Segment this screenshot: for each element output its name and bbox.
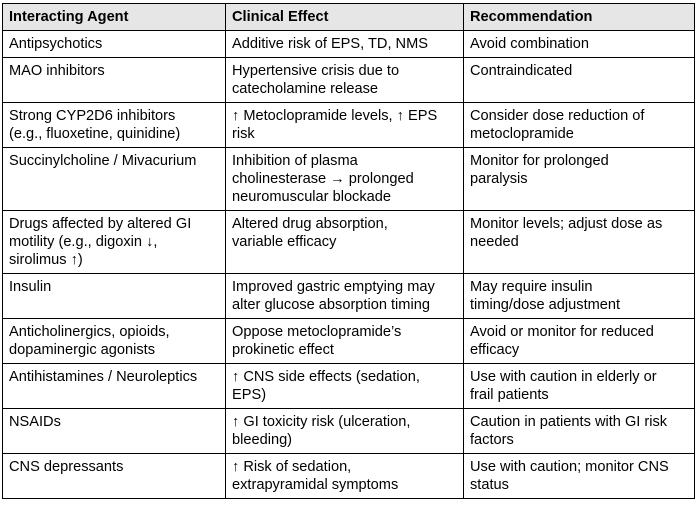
effect-cell: Hypertensive crisis due to catecholamine release xyxy=(226,58,464,103)
agent-cell: Drugs affected by altered GI motility (e.g., digoxin ↓, sirolimus ↑) xyxy=(3,211,226,274)
agent-cell: MAO inhibitors xyxy=(3,58,226,103)
effect-cell: Altered drug absorption, variable efficacy xyxy=(226,211,464,274)
agent-cell: Antihistamines / Neuroleptics xyxy=(3,364,226,409)
agent-cell: Succinylcholine / Mivacurium xyxy=(3,148,226,211)
column-header-interacting-agent: Interacting Agent xyxy=(3,4,226,31)
column-header-clinical-effect: Clinical Effect xyxy=(226,4,464,31)
recommendation-cell: Contraindicated xyxy=(464,58,695,103)
recommendation-cell: Consider dose reduction of metoclopramide xyxy=(464,103,695,148)
effect-cell: Inhibition of plasma cholinesterase → prolonged neuromuscular blockade xyxy=(226,148,464,211)
recommendation-cell: May require insulin timing/dose adjustment xyxy=(464,274,695,319)
table-header-row xyxy=(3,4,695,31)
effect-cell: ↑ CNS side effects (sedation, EPS) xyxy=(226,364,464,409)
recommendation-cell: Avoid combination xyxy=(464,31,695,58)
recommendation-cell: Use with caution in elderly or frail patients xyxy=(464,364,695,409)
table-row xyxy=(3,148,695,211)
table-row xyxy=(3,31,695,58)
table-row xyxy=(3,274,695,319)
recommendation-cell: Monitor levels; adjust dose as needed xyxy=(464,211,695,274)
effect-cell: ↑ Metoclopramide levels, ↑ EPS risk xyxy=(226,103,464,148)
agent-cell: Anticholinergics, opioids, dopaminergic agonists xyxy=(3,319,226,364)
effect-cell: Improved gastric emptying may alter glucose absorption timing xyxy=(226,274,464,319)
effect-cell: Additive risk of EPS, TD, NMS xyxy=(226,31,464,58)
table-row xyxy=(3,103,695,148)
table-row xyxy=(3,319,695,364)
recommendation-cell: Avoid or monitor for reduced efficacy xyxy=(464,319,695,364)
table-row xyxy=(3,364,695,409)
table-row xyxy=(3,409,695,454)
effect-cell: ↑ GI toxicity risk (ulceration, bleeding) xyxy=(226,409,464,454)
table-row xyxy=(3,211,695,274)
agent-cell: NSAIDs xyxy=(3,409,226,454)
table-row xyxy=(3,454,695,499)
agent-cell: Insulin xyxy=(3,274,226,319)
effect-cell: ↑ Risk of sedation, extrapyramidal symptoms xyxy=(226,454,464,499)
column-header-recommendation: Recommendation xyxy=(464,4,695,31)
table-row xyxy=(3,58,695,103)
agent-cell: Strong CYP2D6 inhibitors (e.g., fluoxetine, quinidine) xyxy=(3,103,226,148)
recommendation-cell: Use with caution; monitor CNS status xyxy=(464,454,695,499)
agent-cell: Antipsychotics xyxy=(3,31,226,58)
agent-cell: CNS depressants xyxy=(3,454,226,499)
effect-cell: Oppose metoclopramide’s prokinetic effect xyxy=(226,319,464,364)
interaction-table xyxy=(2,3,695,499)
recommendation-cell: Monitor for prolonged paralysis xyxy=(464,148,695,211)
recommendation-cell: Caution in patients with GI risk factors xyxy=(464,409,695,454)
